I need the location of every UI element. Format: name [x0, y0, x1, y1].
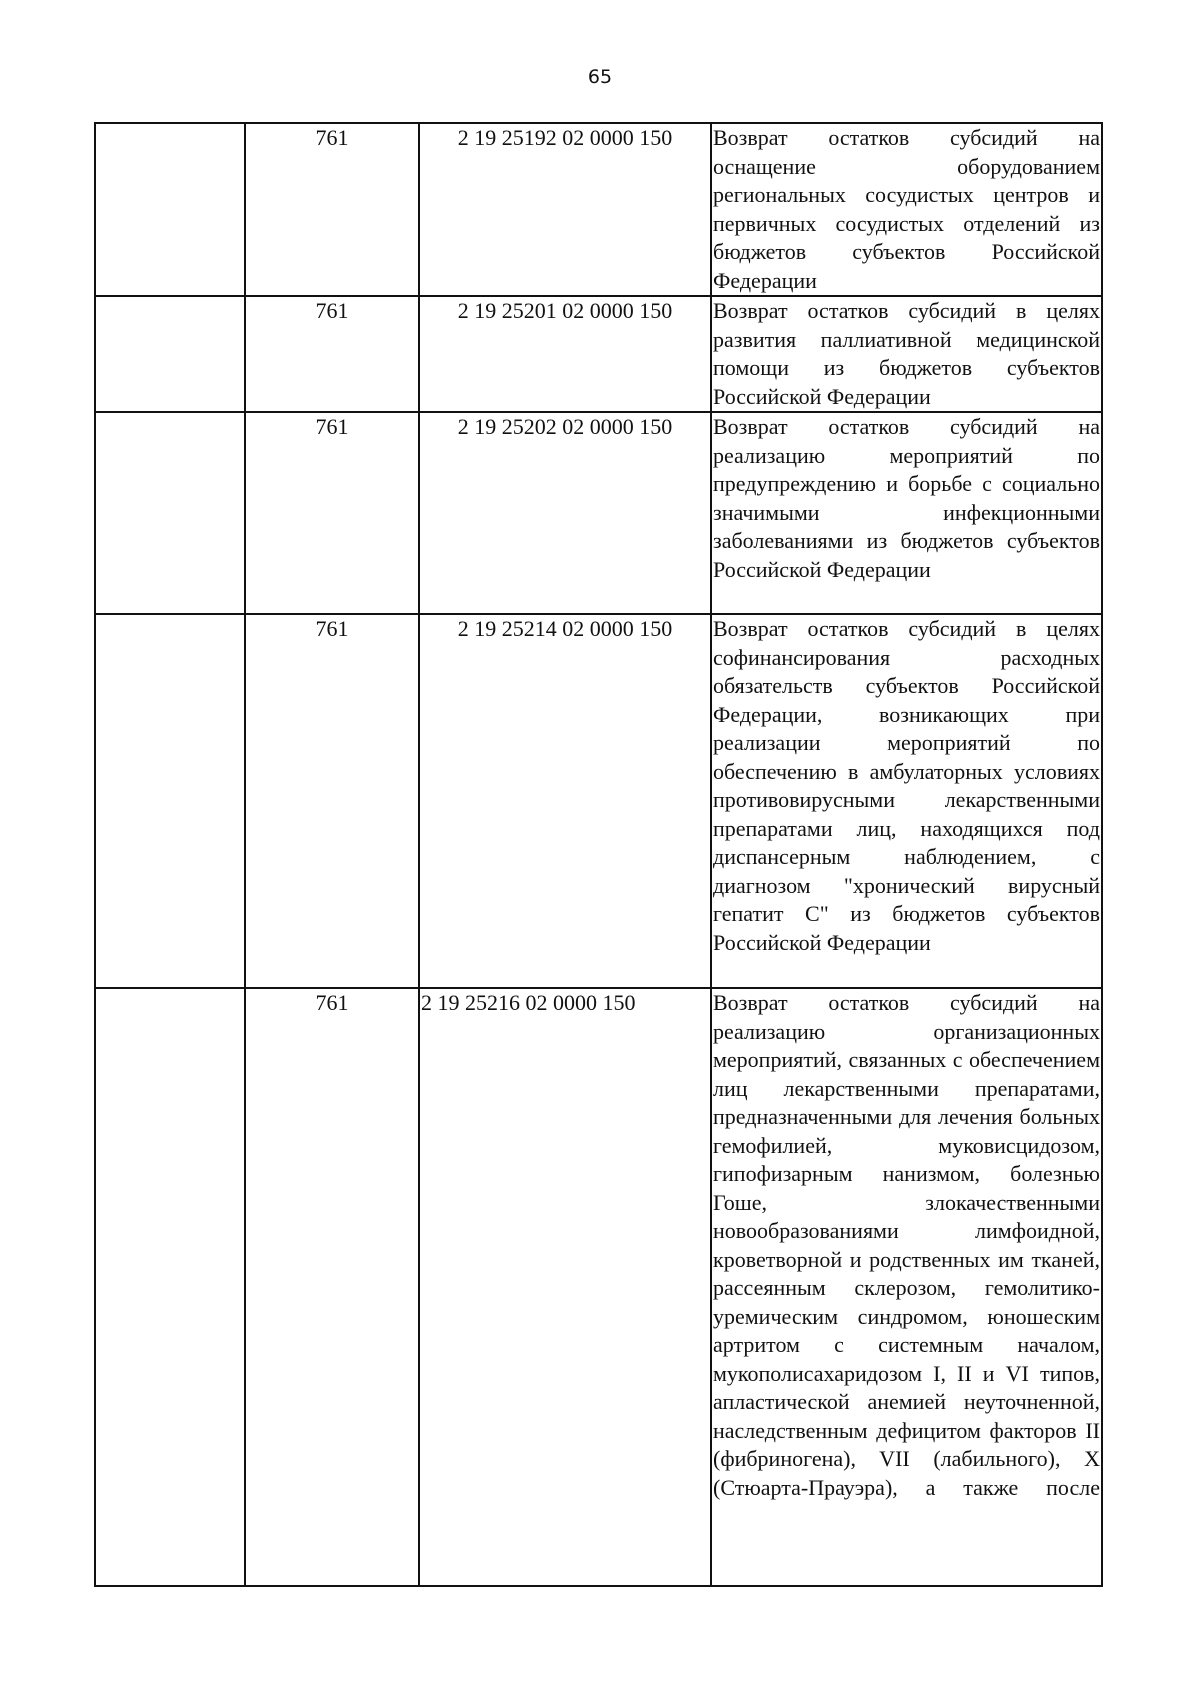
- empty-cell: [95, 988, 245, 1586]
- page-number: 65: [587, 66, 613, 88]
- description-cell: Возврат остатков субсидий на оснащение оборудованием региональных сосудистых центров и первичных сосудистых отделений из бюджетов субъектов Российской Федерации: [711, 123, 1102, 296]
- classification-code-cell: 2 19 25202 02 0000 150: [419, 412, 711, 614]
- admin-code-cell: 761: [245, 614, 419, 988]
- admin-code-cell: 761: [245, 123, 419, 296]
- description-cell: Возврат остатков субсидий в целях развития паллиативной медицинской помощи из бюджетов субъектов Российской Федерации: [711, 296, 1102, 412]
- admin-code-cell: 761: [245, 296, 419, 412]
- table-row: [95, 614, 1102, 988]
- table-row: [95, 412, 1102, 614]
- empty-cell: [95, 614, 245, 988]
- description-cell: Возврат остатков субсидий в целях софинансирования расходных обязательств субъектов Российской Федерации, возникающих при реализации мероприятий по обеспечению в амбулаторных условиях противовирусными лекарственными препаратами лиц, находящихся под диспансерным наблюдением, с диагнозом "хронический вирусный гепатит С" из бюджетов субъектов Российской Федерации: [711, 614, 1102, 988]
- classification-code-cell: 2 19 25201 02 0000 150: [419, 296, 711, 412]
- classification-code-cell: 2 19 25214 02 0000 150: [419, 614, 711, 988]
- table-row: [95, 988, 1102, 1586]
- description-cell: Возврат остатков субсидий на реализацию мероприятий по предупреждению и борьбе с социально значимыми инфекционными заболеваниями из бюджетов субъектов Российской Федерации: [711, 412, 1102, 614]
- empty-cell: [95, 296, 245, 412]
- classification-code-cell: 2 19 25192 02 0000 150: [419, 123, 711, 296]
- description-cell: Возврат остатков субсидий на реализацию организационных мероприятий, связанных с обеспечением лиц лекарственными препаратами, предназначенными для лечения больных гемофилией, муковисцидозом, гипофизарным нанизмом, болезнью Гоше, злокачественными новообразованиями лимфоидной, кроветворной и родственных им тканей, рассеянным склерозом, гемолитико-уремическим синдромом, юношеским артритом с системным началом, мукополисахаридозом I, II и VI типов, апластической анемией неуточненной, наследственным дефицитом факторов II (фибриногена), VII (лабильного), X (Стюарта-Прауэра), а также после: [711, 988, 1102, 1586]
- admin-code-cell: 761: [245, 988, 419, 1586]
- table-row: [95, 123, 1102, 296]
- empty-cell: [95, 412, 245, 614]
- classification-code-cell: 2 19 25216 02 0000 150: [419, 988, 711, 1586]
- table-row: [95, 296, 1102, 412]
- budget-classification-table: [94, 122, 1103, 1587]
- empty-cell: [95, 123, 245, 296]
- admin-code-cell: 761: [245, 412, 419, 614]
